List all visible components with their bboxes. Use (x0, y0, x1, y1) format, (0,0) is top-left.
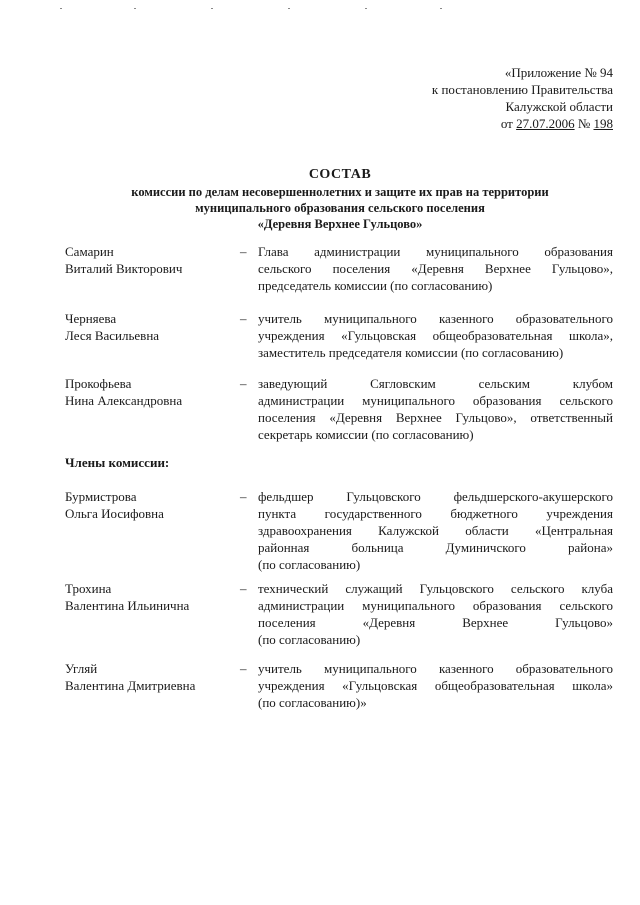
role-line: председатель комиссии (по согласованию) (258, 278, 493, 293)
role-line: (по согласованию) (258, 632, 361, 647)
role-line: учитель муниципального казенного образовательного (258, 311, 613, 326)
title-main: СОСТАВ (308, 167, 372, 182)
given-names: Леся Васильевна (65, 328, 160, 343)
role-line: учреждения «Гульцовская общеобразовательная школа», (258, 328, 613, 343)
person-name (65, 660, 235, 694)
role-description (258, 243, 613, 294)
appendix-header (432, 64, 613, 132)
role-line: поселения «Деревня Верхнее Гульцово», ответственный (258, 410, 613, 425)
appendix-number-sign: № (574, 116, 594, 131)
appendix-date-prefix: от (500, 116, 517, 131)
given-names: Ольга Иосифовна (65, 506, 164, 521)
title-line-2: муниципального образования сельского поселения (195, 201, 485, 215)
given-names: Валентина Ильинична (65, 598, 190, 613)
role-description (258, 488, 613, 573)
document-title (60, 166, 620, 232)
dash: – (240, 311, 247, 326)
role-line: (по согласованию) (258, 557, 361, 572)
role-line: пункта государственного бюджетного учреждения (258, 506, 613, 521)
appendix-date: 27.07.2006 (516, 116, 575, 131)
surname: Трохина (65, 581, 112, 596)
role-line: секретарь комиссии (по согласованию) (258, 427, 474, 442)
members-heading: Члены комиссии: (65, 455, 170, 470)
dash: – (240, 661, 247, 676)
dash: – (240, 581, 247, 596)
role-line: фельдшер Гульцовского фельдшерского-акушерского (258, 489, 613, 504)
surname: Прокофьева (65, 376, 132, 391)
person-name (65, 580, 235, 614)
dash: – (240, 376, 247, 391)
role-line: учреждения «Гульцовская общеобразовательная школа» (258, 678, 613, 693)
role-line: районная больница Думиничского района» (258, 540, 613, 555)
person-name (65, 310, 235, 344)
role-line: учитель муниципального казенного образовательного (258, 661, 613, 676)
person-name (65, 488, 235, 522)
role-description (258, 660, 613, 711)
role-line: администрации муниципального образования сельского (258, 598, 613, 613)
appendix-number: «Приложение № 94 (504, 65, 613, 80)
person-name (65, 243, 235, 277)
role-line: заведующий Сягловским сельским клубом (258, 376, 613, 391)
appendix-resolution: к постановлению Правительства (431, 82, 613, 97)
dash: – (240, 244, 247, 259)
surname: Угляй (65, 661, 98, 676)
appendix-region: Калужской области (505, 99, 613, 114)
role-description (258, 310, 613, 361)
surname: Черняева (65, 311, 117, 326)
role-line: Глава администрации муниципального образования (258, 244, 613, 259)
given-names: Нина Александровна (65, 393, 183, 408)
role-description (258, 375, 613, 443)
title-line-3: «Деревня Верхнее Гульцово» (257, 217, 423, 231)
appendix-date-line (432, 115, 613, 132)
person-name (65, 375, 235, 409)
title-line-1: комиссии по делам несовершеннолетних и защите их прав на территории (131, 185, 549, 199)
dash: – (240, 489, 247, 504)
role-line: сельского поселения «Деревня Верхнее Гульцово», (258, 261, 613, 276)
appendix-resolution-number: 198 (593, 116, 613, 131)
given-names: Виталий Викторович (65, 261, 183, 276)
surname: Бурмистрова (65, 489, 137, 504)
role-description (258, 580, 613, 648)
role-line: здравоохранения Калужской области «Центральная (258, 523, 613, 538)
role-line: технический служащий Гульцовского сельского клуба (258, 581, 613, 596)
role-line: (по согласованию)» (258, 695, 367, 710)
role-line: администрации муниципального образования сельского (258, 393, 613, 408)
surname: Самарин (65, 244, 114, 259)
given-names: Валентина Дмитриевна (65, 678, 196, 693)
role-line: поселения «Деревня Верхнее Гульцово» (258, 615, 613, 630)
role-line: заместитель председателя комиссии (по согласованию) (258, 345, 564, 360)
